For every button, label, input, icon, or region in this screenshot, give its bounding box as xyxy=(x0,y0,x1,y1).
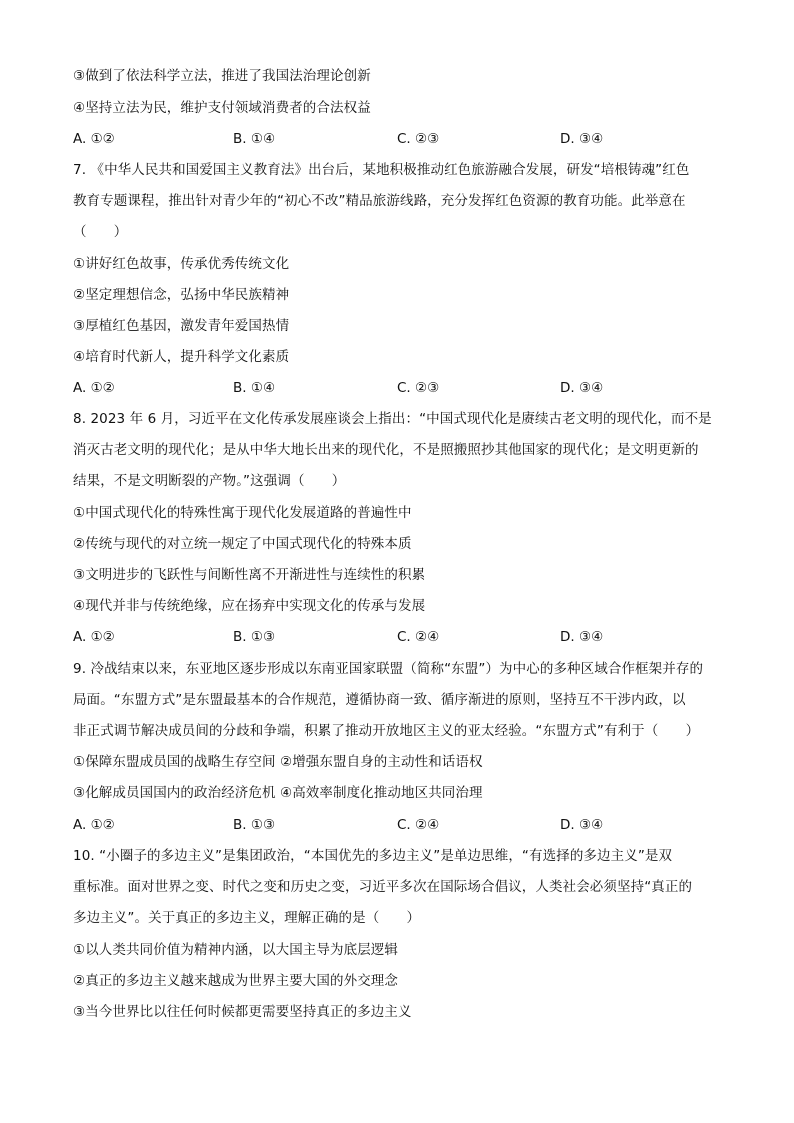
q9-items-line-2: ③化解成员国国内的政治经济危机 ④高效率制度化推动地区共同治理 xyxy=(73,785,483,801)
q10-item-2: ②真正的多边主义越来越成为世界主要大国的外交理念 xyxy=(73,973,399,989)
q8-item-3: ③文明进步的飞跃性与间断性离不开渐进性与连续性的积累 xyxy=(73,567,426,583)
q8-item-1: ①中国式现代化的特殊性寓于现代化发展道路的普遍性中 xyxy=(73,505,412,521)
q9-stem-line-1: 9. 冷战结束以来，东亚地区逐步形成以东南亚国家联盟（简称“东盟”）为中心的多种区域合作框架并存的 xyxy=(73,661,704,677)
q8-stem-line-3: 结果，不是文明断裂的产物。”这强调（ ） xyxy=(73,473,346,489)
q6-item-3: ③做到了依法科学立法，推进了我国法治理论创新 xyxy=(73,68,371,84)
q6-option-c[interactable]: C. ②③ xyxy=(397,131,440,147)
q6-option-d[interactable]: D. ③④ xyxy=(560,131,604,147)
q8-item-4: ④现代并非与传统绝缘，应在扬弃中实现文化的传承与发展 xyxy=(73,598,426,614)
q9-items-line-1: ①保障东盟成员国的战略生存空间 ②增强东盟自身的主动性和话语权 xyxy=(73,754,483,770)
q7-stem-line-3: （ ） xyxy=(73,224,128,240)
q9-stem-line-3: 非正式调节解决成员间的分歧和争端，积累了推动开放地区主义的亚太经验。“东盟方式”有利于（ ） xyxy=(73,723,700,739)
q6-item-4: ④坚持立法为民，维护支付领域消费者的合法权益 xyxy=(73,100,371,116)
q8-stem-line-2: 消灭古老文明的现代化；是从中华大地长出来的现代化，不是照搬照抄其他国家的现代化；是文明更新的 xyxy=(73,442,699,458)
q7-option-c[interactable]: C. ②③ xyxy=(397,380,440,396)
q8-stem-line-1: 8. 2023 年 6 月，习近平在文化传承发展座谈会上指出：“中国式现代化是赓续古老文明的现代化，而不是 xyxy=(73,411,712,427)
q8-option-c[interactable]: C. ②④ xyxy=(397,629,440,645)
q9-stem-line-2: 局面。“东盟方式”是东盟最基本的合作规范，遵循协商一致、循序渐进的原则，坚持互不干涉内政，以 xyxy=(73,692,686,708)
q8-option-d[interactable]: D. ③④ xyxy=(560,629,604,645)
q7-item-3: ③厚植红色基因，激发青年爱国热情 xyxy=(73,318,290,334)
q9-option-c[interactable]: C. ②④ xyxy=(397,817,440,833)
q7-item-1: ①讲好红色故事，传承优秀传统文化 xyxy=(73,256,290,272)
q7-stem-line-2: 教育专题课程，推出针对青少年的“初心不改”精品旅游线路，充分发挥红色资源的教育功能。此举意在 xyxy=(73,193,686,209)
q8-option-b[interactable]: B. ①③ xyxy=(233,629,276,645)
q8-item-2: ②传统与现代的对立统一规定了中国式现代化的特殊本质 xyxy=(73,536,412,552)
q8-options xyxy=(73,627,713,647)
q7-options xyxy=(73,378,713,398)
q10-item-3: ③当今世界比以往任何时候都更需要坚持真正的多边主义 xyxy=(73,1004,412,1020)
q9-option-d[interactable]: D. ③④ xyxy=(560,817,604,833)
q10-item-1: ①以人类共同价值为精神内涵，以大国主导为底层逻辑 xyxy=(73,942,399,958)
q9-option-a[interactable]: A. ①② xyxy=(73,817,115,833)
q7-option-b[interactable]: B. ①④ xyxy=(233,380,276,396)
q7-item-2: ②坚定理想信念，弘扬中华民族精神 xyxy=(73,287,290,303)
q7-option-a[interactable]: A. ①② xyxy=(73,380,115,396)
q7-option-d[interactable]: D. ③④ xyxy=(560,380,604,396)
q6-option-b[interactable]: B. ①④ xyxy=(233,131,276,147)
q10-stem-line-3: 多边主义”。关于真正的多边主义，理解正确的是（ ） xyxy=(73,910,421,926)
q10-stem-line-2: 重标准。面对世界之变、时代之变和历史之变，习近平多次在国际场合倡议，人类社会必须坚持“真正的 xyxy=(73,879,693,895)
q9-option-b[interactable]: B. ①③ xyxy=(233,817,276,833)
q10-stem-line-1: 10. “小圈子的多边主义”是集团政治，“本国优先的多边主义”是单边思维，“有选择的多边主义”是双 xyxy=(73,848,673,864)
q8-option-a[interactable]: A. ①② xyxy=(73,629,115,645)
q9-options xyxy=(73,815,713,835)
q7-stem-line-1: 7. 《中华人民共和国爱国主义教育法》出台后，某地积极推动红色旅游融合发展，研发“培根铸魂”红色 xyxy=(73,162,690,178)
q6-options xyxy=(73,129,713,149)
q7-item-4: ④培育时代新人，提升科学文化素质 xyxy=(73,349,290,365)
q6-option-a[interactable]: A. ①② xyxy=(73,131,115,147)
